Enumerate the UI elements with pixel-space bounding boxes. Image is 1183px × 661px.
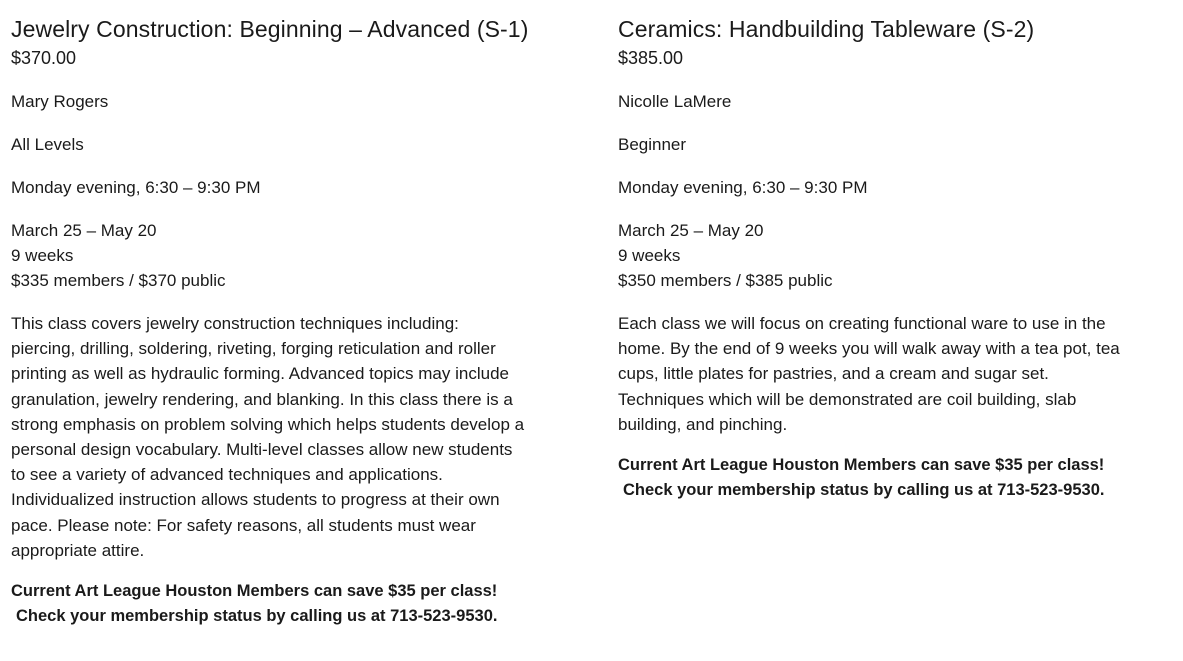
description-line: Each class we will focus on creating functional ware to use in the [618, 314, 1106, 333]
course-price: $370.00 [11, 48, 77, 68]
course-description [618, 311, 1178, 437]
course-title[interactable]: Jewelry Construction: Beginning – Advanced (S-1) [11, 16, 529, 42]
course-level: All Levels [11, 135, 84, 154]
promo-savings: Current Art League Houston Members can save $35 per class! [618, 456, 1105, 475]
description-line: strong emphasis on problem solving which helps students develop a [11, 414, 525, 434]
description-line: cups, little plates for pastries, and a cream and sugar set. [618, 364, 1049, 384]
description-line: Individualized instruction allows students to progress at their own [11, 490, 500, 510]
description-line: printing as well as hydraulic forming. Advanced topics may include [11, 364, 509, 384]
course-card-jewelry [11, 14, 591, 629]
description-line: This class covers jewelry construction techniques including: [11, 314, 459, 333]
description-line: to see a variety of advanced techniques and applications. [11, 465, 443, 485]
description-line: piercing, drilling, soldering, riveting, forging reticulation and roller [11, 339, 496, 359]
course-dates: March 25 – May 20 [11, 221, 157, 240]
course-title[interactable]: Ceramics: Handbuilding Tableware (S-2) [618, 16, 1035, 42]
course-tuition: $335 members / $370 public [11, 271, 226, 290]
member-promo [11, 579, 591, 629]
course-schedule: Monday evening, 6:30 – 9:30 PM [11, 178, 261, 197]
description-line: Techniques which will be demonstrated are coil building, slab [618, 389, 1077, 409]
description-line: building, and pinching. [618, 414, 788, 434]
course-description [11, 311, 591, 563]
description-line: pace. Please note: For safety reasons, all students must wear [11, 515, 476, 535]
description-line: appropriate attire. [11, 540, 145, 560]
promo-savings: Current Art League Houston Members can save $35 per class! [11, 582, 498, 601]
promo-phone: Check your membership status by calling us at 713-523-9530. [16, 607, 498, 626]
description-line: home. By the end of 9 weeks you will walk away with a tea pot, tea [618, 339, 1120, 359]
course-price: $385.00 [618, 48, 684, 68]
course-duration: 9 weeks [11, 246, 74, 265]
course-instructor: Mary Rogers [11, 92, 109, 111]
course-schedule: Monday evening, 6:30 – 9:30 PM [618, 178, 868, 197]
promo-phone: Check your membership status by calling us at 713-523-9530. [623, 481, 1105, 500]
description-line: granulation, jewelry rendering, and blanking. In this class there is a [11, 389, 513, 409]
course-level: Beginner [618, 135, 687, 154]
course-card-ceramics [618, 14, 1178, 503]
course-dates: March 25 – May 20 [618, 221, 764, 240]
course-tuition: $350 members / $385 public [618, 271, 833, 290]
course-duration: 9 weeks [618, 246, 681, 265]
course-instructor: Nicolle LaMere [618, 92, 732, 111]
member-promo [618, 453, 1178, 503]
description-line: personal design vocabulary. Multi-level classes allow new students [11, 440, 513, 460]
